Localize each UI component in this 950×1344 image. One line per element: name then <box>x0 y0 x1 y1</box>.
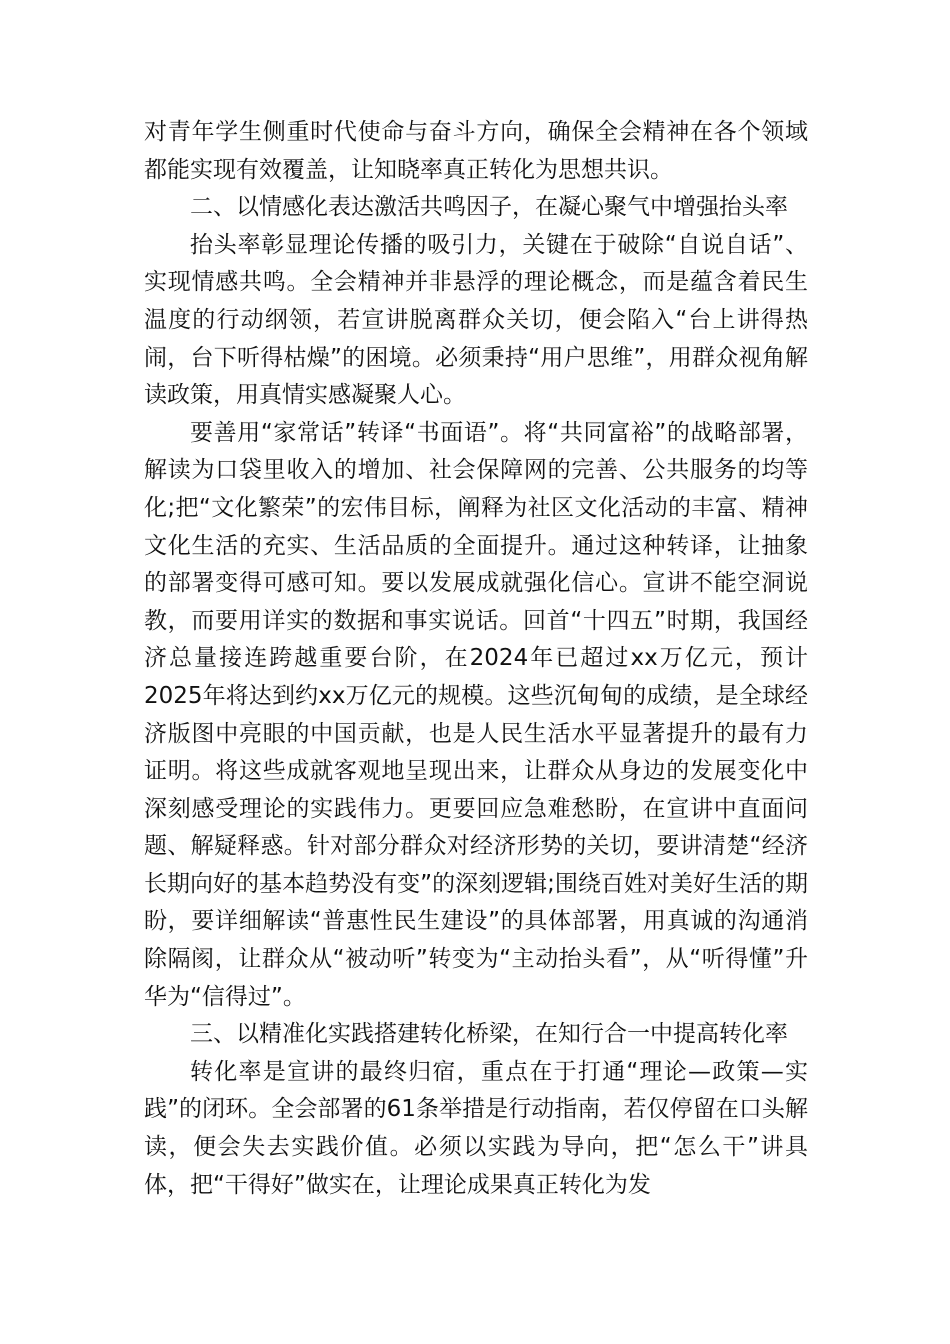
paragraph: 转化率是宣讲的最终归宿，重点在于打通“理论—政策—实践”的闭环。全会部署的61条举措是行动指南，若仅停留在口头解读，便会失去实践价值。必须以实践为导向，把“怎么干”讲具体，把“干得好”做实在，让理论成果真正转化为发 <box>144 1058 808 1198</box>
document-body <box>144 114 808 1204</box>
paragraph: 抬头率彰显理论传播的吸引力，关键在于破除“自说自话”、实现情感共鸣。全会精神并非悬浮的理论概念，而是蕴含着民生温度的行动纲领，若宣讲脱离群众关切，便会陷入“台上讲得热闹，台下听得枯燥”的困境。必须秉持“用户思维”，用群众视角解读政策，用真情实感凝聚人心。 <box>144 231 808 409</box>
paragraph: 要善用“家常话”转译“书面语”。将“共同富裕”的战略部署，解读为口袋里收入的增加、社会保障网的完善、公共服务的均等化;把“文化繁荣”的宏伟目标，阐释为社区文化活动的丰富、精神文化生活的充实、生活品质的全面提升。通过这种转译，让抽象的部署变得可感可知。要以发展成就强化信心。宣讲不能空洞说教，而要用详实的数据和事实说话。回首“十四五”时期，我国经济总量接连跨越重要台阶，在2024年已超过xx万亿元，预计2025年将达到约xx万亿元的规模。这些沉甸甸的成绩，是全球经济版图中亮眼的中国贡献，也是人民生活水平显著提升的最有力证明。将这些成就客观地呈现出来，让群众从身边的发展变化中深刻感受理论的实践伟力。更要回应急难愁盼，在宣讲中直面问题、解疑释惑。针对部分群众对经济形势的关切，要讲清楚“经济长期向好的基本趋势没有变”的深刻逻辑;围绕百姓对美好生活的期盼，要详细解读“普惠性民生建设”的具体部署，用真诚的沟通消除隔阂，让群众从“被动听”转变为“主动抬头看”，从“听得懂”升华为“信得过”。 <box>144 419 808 1010</box>
section-heading-2: 二、以情感化表达激活共鸣因子，在凝心聚气中增强抬头率 <box>190 194 788 221</box>
paragraph-continued: 对青年学生侧重时代使命与奋斗方向，确保全会精神在各个领域都能实现有效覆盖，让知晓率真正转化为思想共识。 <box>144 119 808 183</box>
section-heading-3: 三、以精准化实践搭建转化桥梁，在知行合一中提高转化率 <box>190 1021 788 1048</box>
